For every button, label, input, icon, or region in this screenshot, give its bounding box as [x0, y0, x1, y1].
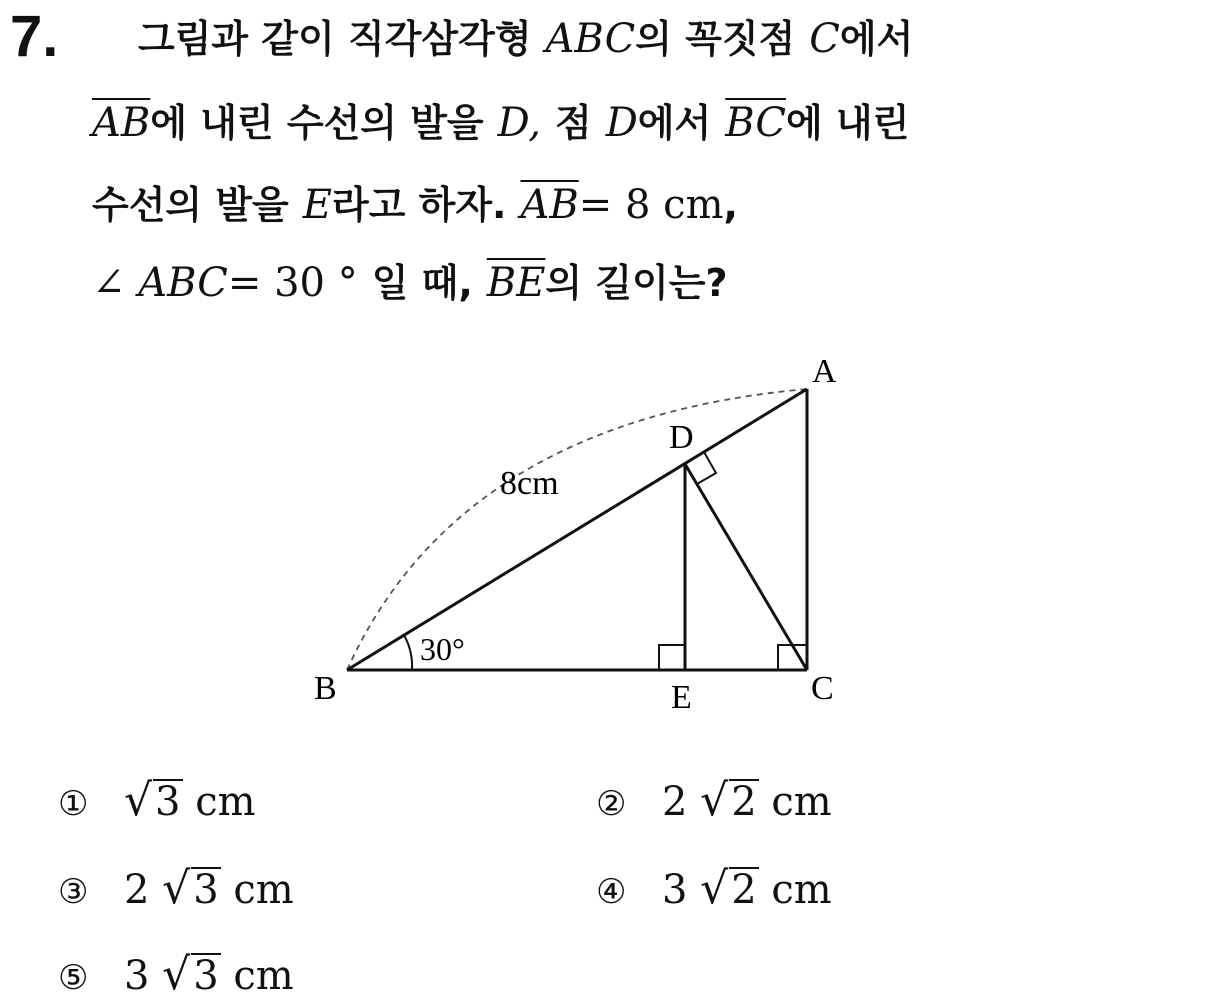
math-angle-value: = 30 ° [227, 260, 358, 306]
choice-3[interactable] [58, 862, 294, 920]
choice-coefficient: 3 [124, 953, 150, 999]
length-label-ab: 8cm [500, 465, 559, 502]
sqrt-symbol: √ 3 [162, 863, 219, 914]
point-label-a: A [812, 353, 837, 390]
choice-radicand: 3 [193, 953, 219, 999]
right-angle-mark-e [659, 645, 685, 670]
right-angle-mark-d [697, 452, 716, 484]
question-text: 그림과 같이 직각삼각형 [138, 17, 532, 61]
choice-radicand: 3 [155, 779, 181, 825]
question-text: 의 꼭짓점 [635, 17, 796, 61]
question-line-3 [92, 180, 738, 230]
angle-label-b: 30° [420, 631, 465, 667]
sqrt-symbol: √ 3 [162, 949, 219, 1000]
segment-cd [685, 464, 807, 670]
question-line-2 [92, 98, 909, 148]
question-text: 의 길이는? [545, 261, 728, 305]
choice-coefficient: 2 [662, 779, 688, 825]
choice-coefficient: 2 [124, 867, 150, 913]
question-text: 점 [555, 101, 592, 145]
math-segment-ab: $\overline{AB}$ [520, 182, 579, 228]
question-line-1 [138, 14, 913, 64]
choice-unit: cm [771, 779, 832, 825]
choice-coefficient: 3 [662, 867, 688, 913]
math-point-e: E [302, 182, 332, 228]
sqrt-symbol: √ 3 [124, 775, 181, 826]
choice-5[interactable] [58, 948, 294, 1006]
math-length-value: = 8 cm [578, 182, 724, 228]
point-label-b: B [314, 670, 337, 707]
point-label-d: D [669, 419, 694, 456]
choice-unit: cm [771, 867, 832, 913]
sqrt-symbol: √ 2 [700, 863, 757, 914]
choice-1[interactable] [58, 774, 256, 832]
choice-radicand: 2 [731, 779, 757, 825]
choice-marker: ③ [58, 872, 89, 912]
segment-ab [347, 389, 807, 670]
choice-marker: ② [596, 784, 627, 824]
choice-marker: ① [58, 784, 89, 824]
question-text: 라고 하자. [331, 183, 507, 227]
question-text: , [723, 183, 738, 227]
point-label-e: E [671, 679, 692, 716]
point-label-c: C [811, 670, 834, 707]
question-text: 에서 [637, 101, 712, 145]
triangle-figure [300, 340, 870, 730]
choice-marker: ⑤ [58, 958, 89, 998]
math-point-d: D [605, 100, 638, 146]
question-text: 에 내린 수선의 발을 [150, 101, 484, 145]
choice-radicand: 3 [193, 867, 219, 913]
angle-arc-b [404, 635, 412, 670]
math-segment-bc: $\overline{BC}$ [725, 100, 786, 146]
question-text: 일 때, [371, 261, 473, 305]
choice-unit: cm [195, 779, 256, 825]
right-angle-mark-c [778, 645, 807, 670]
choice-4[interactable] [596, 862, 832, 920]
choice-radicand: 2 [731, 867, 757, 913]
question-text: 수선의 발을 [92, 183, 289, 227]
question-number: 7. [10, 4, 59, 69]
question-text: 에서 [839, 17, 914, 61]
math-point-d: D, [497, 100, 541, 146]
sqrt-symbol: √ 2 [700, 775, 757, 826]
math-segment-ab: $\overline{AB}$ [92, 100, 151, 146]
math-segment-be: $\overline{BE}$ [486, 260, 546, 306]
choice-unit: cm [233, 867, 294, 913]
math-triangle-abc: ABC [545, 16, 636, 62]
choice-marker: ④ [596, 872, 627, 912]
question-line-4 [92, 258, 728, 308]
math-angle-abc: ∠ ABC [92, 260, 228, 306]
math-point-c: C [809, 16, 840, 62]
choice-unit: cm [233, 953, 294, 999]
question-text: 에 내린 [785, 101, 910, 145]
choice-2[interactable] [596, 774, 832, 832]
